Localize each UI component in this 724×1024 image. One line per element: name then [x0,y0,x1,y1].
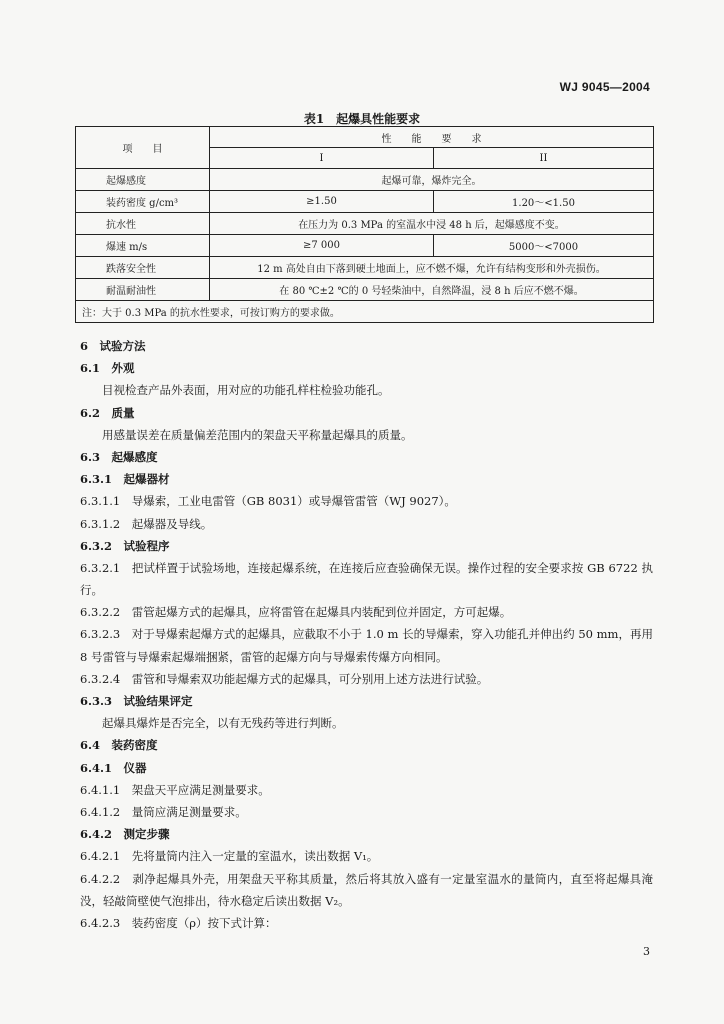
performance-table [75,126,654,323]
paragraph: 起爆具爆炸是否完全，以有无残药等进行判断。 [102,716,344,731]
section-heading: 6.4.2 测定步骤 [80,827,170,842]
section-heading: 6 试验方法 [80,339,146,353]
header-performance: 性 能 要 求 [210,127,654,148]
table-note-row [76,301,654,323]
paragraph: 6.3.1.1 导爆索，工业电雷管（GB 8031）或导爆管雷管（WJ 9027）。 [80,494,456,509]
paragraph: 6.4.2.3 装药密度（ρ）按下式计算： [80,915,277,930]
section-body [80,335,653,934]
table-row [76,213,654,235]
row-value: 起爆可靠，爆炸完全。 [210,169,654,191]
row-item: 抗水性 [76,213,210,235]
paragraph: 6.3.2.1 把试样置于试验场地，连接起爆系统，在连接后应查验确保无误。操作过程的安全要求按 GB 6722 执行。 [80,560,653,598]
row-value-2: 1.20～<1.50 [434,191,654,213]
section-heading: 6.1 外观 [80,361,135,376]
paragraph: 6.3.2.2 雷管起爆方式的起爆具，应将雷管在起爆具内装配到位并固定，方可起爆。 [80,605,512,620]
row-value-1: ≥1.50 [210,191,434,213]
row-item: 耐温耐油性 [76,279,210,301]
document-code: WJ 9045—2004 [559,80,650,94]
paragraph: 6.3.2.4 雷管和导爆索双功能起爆方式的起爆具，可分别用上述方法进行试验。 [80,671,489,686]
table-row [76,257,654,279]
paragraph: 目视检查产品外表面，用对应的功能孔样柱检验功能孔。 [102,383,390,398]
page-number: 3 [643,945,650,958]
row-value: 12 m 高处自由下落到硬土地面上，应不燃不爆，允许有结构变形和外壳损伤。 [210,257,654,279]
header-grade-1: I [210,148,434,169]
section-heading: 6.3.3 试验结果评定 [80,694,193,709]
section-heading: 6.4.1 仪器 [80,760,147,775]
row-value: 在压力为 0.3 MPa 的室温水中浸 48 h 后，起爆感度不变。 [210,213,654,235]
section-heading: 6.3.1 起爆器材 [80,472,170,487]
table-row [76,169,654,191]
paragraph: 6.4.2.1 先将量筒内注入一定量的室温水，读出数据 V₁。 [80,849,379,864]
paragraph: 6.3.2.3 对于导爆索起爆方式的起爆具，应截取不小于 1.0 m 长的导爆索，穿入功能孔并伸出约 50 mm，再用 8 号雷管与导爆索起爆端捆紧，雷管的起爆方向与导爆索传爆方向相同。 [80,627,653,664]
row-value-2: 5000～<7000 [434,235,654,257]
table-note: 注：大于 0.3 MPa 的抗水性要求，可按订购方的要求做。 [76,301,654,323]
paragraph: 6.3.1.2 起爆器及导线。 [80,516,213,531]
table-row [76,235,654,257]
section-heading: 6.3.2 试验程序 [80,538,170,553]
section-heading: 6.2 质量 [80,405,135,420]
section-heading: 6.3 起爆感度 [80,449,158,464]
row-value-1: ≥7 000 [210,235,434,257]
table-row [76,191,654,213]
header-item: 项 目 [76,127,210,169]
paragraph: 6.4.1.1 架盘天平应满足测量要求。 [80,782,270,797]
section-heading: 6.4 装药密度 [80,738,158,753]
row-item: 装药密度 g/cm³ [76,191,210,213]
paragraph: 6.4.1.2 量筒应满足测量要求。 [80,805,247,819]
row-item: 爆速 m/s [76,235,210,257]
table-title: 表1 起爆具性能要求 [303,112,421,126]
row-value: 在 80 ℃±2 ℃的 0 号轻柴油中，自然降温，浸 8 h 后应不燃不爆。 [210,279,654,301]
paragraph: 6.4.2.2 剥净起爆具外壳，用架盘天平称其质量，然后将其放入盛有一定量室温水的量筒内，直至将起爆具淹没，轻敲筒壁使气泡排出，待水稳定后读出数据 V₂。 [80,871,653,908]
row-item: 跌落安全性 [76,257,210,279]
paragraph: 用感量误差在质量偏差范围内的架盘天平称量起爆具的质量。 [102,427,413,442]
table-row [76,279,654,301]
header-grade-2: II [434,148,654,169]
row-item: 起爆感度 [76,169,210,191]
